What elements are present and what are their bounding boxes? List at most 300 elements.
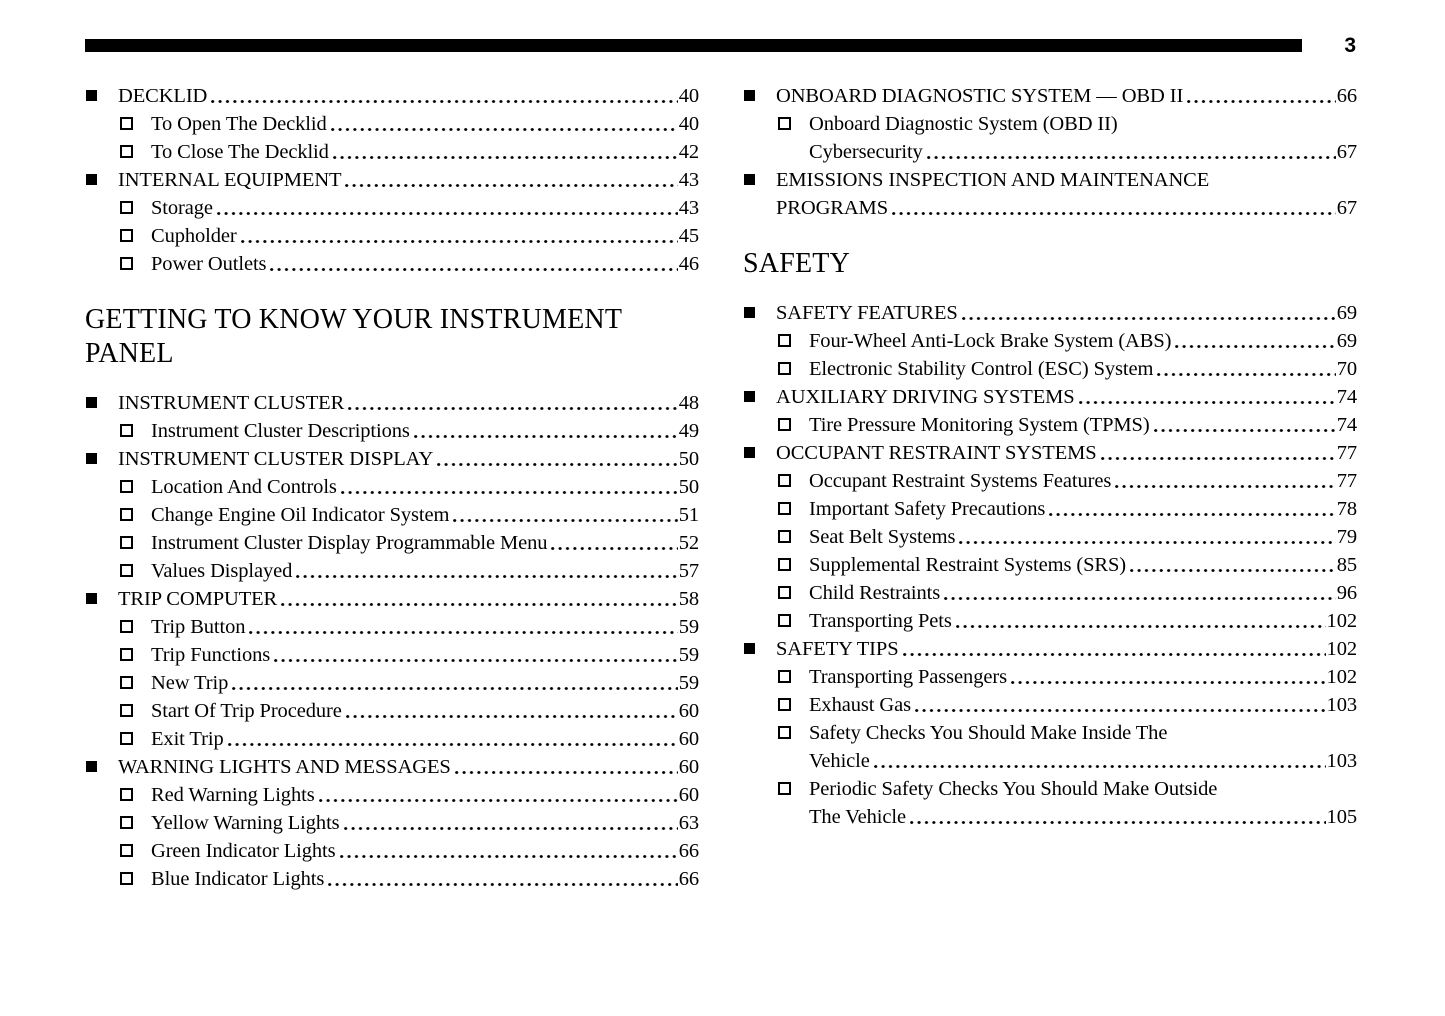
entry-body xyxy=(151,473,699,501)
dot-leader xyxy=(274,641,678,669)
toc-entry-sub xyxy=(743,411,1357,439)
dot-leader xyxy=(1101,439,1336,467)
entry-label: Storage xyxy=(151,197,213,219)
toc-entry-sub xyxy=(85,809,699,837)
entry-label: SAFETY TIPS xyxy=(776,638,899,660)
dot-leader xyxy=(437,445,677,473)
open-square-bullet xyxy=(120,424,133,437)
entry-body xyxy=(151,865,699,893)
entry-label: Transporting Passengers xyxy=(809,666,1007,688)
toc-entry-sub xyxy=(85,250,699,278)
entry-page-ref: 58 xyxy=(678,588,699,610)
dot-leader xyxy=(874,747,1326,775)
entry-page-ref: 40 xyxy=(678,85,699,107)
entry-body xyxy=(151,669,699,697)
entry-page-ref: 50 xyxy=(678,476,699,498)
open-square-bullet xyxy=(778,782,791,795)
entry-line xyxy=(809,327,1357,355)
filled-square-bullet xyxy=(744,307,755,318)
entry-label: SAFETY FEATURES xyxy=(776,302,958,324)
entry-body xyxy=(151,222,699,250)
entry-line xyxy=(118,585,699,613)
entry-line xyxy=(809,607,1357,635)
entry-page-ref: 60 xyxy=(678,784,699,806)
entry-body xyxy=(151,725,699,753)
dot-leader xyxy=(956,607,1326,635)
entry-body xyxy=(809,110,1357,166)
toc-entry-sub xyxy=(85,529,699,557)
entry-body xyxy=(809,355,1357,383)
open-square-bullet xyxy=(778,334,791,347)
entry-page-ref: 102 xyxy=(1326,638,1357,660)
entry-label: Trip Functions xyxy=(151,644,271,666)
entry-body xyxy=(151,613,699,641)
toc-entry-sub xyxy=(743,327,1357,355)
toc-entry-main xyxy=(85,753,699,781)
toc-entry-sub xyxy=(85,501,699,529)
entry-page-ref: 59 xyxy=(678,616,699,638)
entry-label: Onboard Diagnostic System (OBD II) xyxy=(809,113,1118,135)
entry-page-ref: 45 xyxy=(678,225,699,247)
entry-body xyxy=(809,663,1357,691)
entry-line xyxy=(151,557,699,585)
entry-body xyxy=(776,635,1357,663)
entry-label: Supplemental Restraint Systems (SRS) xyxy=(809,554,1126,576)
entry-line xyxy=(151,194,699,222)
toc-entry-sub xyxy=(85,669,699,697)
section-heading-line: PANEL xyxy=(85,338,174,369)
entry-body xyxy=(151,138,699,166)
section-heading-line: GETTING TO KNOW YOUR INSTRUMENT xyxy=(85,304,623,335)
filled-square-bullet xyxy=(744,391,755,402)
entry-line xyxy=(151,222,699,250)
toc-entry-sub xyxy=(743,691,1357,719)
filled-square-bullet xyxy=(744,643,755,654)
entry-body xyxy=(809,495,1357,523)
toc-entry-sub xyxy=(743,775,1357,831)
toc-entry-list xyxy=(85,389,699,893)
entry-label: Change Engine Oil Indicator System xyxy=(151,504,450,526)
entry-label: Occupant Restraint Systems Features xyxy=(809,470,1112,492)
toc-entry-main xyxy=(743,439,1357,467)
entry-label: Exhaust Gas xyxy=(809,694,911,716)
toc-entry-main xyxy=(743,82,1357,110)
entry-line xyxy=(151,529,699,557)
entry-page-ref: 52 xyxy=(678,532,699,554)
entry-line xyxy=(809,663,1357,691)
entry-body xyxy=(151,501,699,529)
entry-line xyxy=(151,865,699,893)
toc-entry-sub xyxy=(85,138,699,166)
entry-line xyxy=(151,781,699,809)
entry-page-ref: 51 xyxy=(678,504,699,526)
entry-line xyxy=(809,747,1357,775)
entry-label: Exit Trip xyxy=(151,728,224,750)
entry-line xyxy=(809,691,1357,719)
dot-leader xyxy=(1175,327,1335,355)
dot-leader xyxy=(217,194,678,222)
dot-leader xyxy=(319,781,678,809)
entry-page-ref: 49 xyxy=(678,420,699,442)
toc-entry-sub xyxy=(85,837,699,865)
open-square-bullet xyxy=(120,201,133,214)
dot-leader xyxy=(1079,383,1336,411)
entry-body xyxy=(809,607,1357,635)
toc-entry-sub xyxy=(743,551,1357,579)
entry-line xyxy=(118,753,699,781)
entry-page-ref: 40 xyxy=(678,113,699,135)
entry-label: Instrument Cluster Descriptions xyxy=(151,420,410,442)
entry-label: EMISSIONS INSPECTION AND MAINTENANCE xyxy=(776,169,1210,191)
entry-body xyxy=(809,775,1357,831)
entry-page-ref: 78 xyxy=(1336,498,1357,520)
entry-label: Power Outlets xyxy=(151,253,267,275)
entry-page-ref: 48 xyxy=(678,392,699,414)
dot-leader xyxy=(910,803,1326,831)
toc-entry-sub xyxy=(743,110,1357,166)
entry-line xyxy=(151,613,699,641)
entry-body xyxy=(151,837,699,865)
toc-entry-sub xyxy=(743,495,1357,523)
page-number: 3 xyxy=(1344,34,1356,57)
filled-square-bullet xyxy=(86,90,97,101)
entry-page-ref: 74 xyxy=(1336,386,1357,408)
filled-square-bullet xyxy=(86,174,97,185)
toc-column-right xyxy=(743,82,1357,893)
entry-page-ref: 43 xyxy=(678,169,699,191)
entry-page-ref: 96 xyxy=(1336,582,1357,604)
toc-entry-main xyxy=(85,389,699,417)
open-square-bullet xyxy=(120,257,133,270)
entry-page-ref: 46 xyxy=(678,253,699,275)
toc-entry-sub xyxy=(85,110,699,138)
entry-line xyxy=(809,138,1357,166)
entry-label: Cupholder xyxy=(151,225,237,247)
entry-label: To Open The Decklid xyxy=(151,113,327,135)
entry-page-ref: 74 xyxy=(1336,414,1357,436)
open-square-bullet xyxy=(778,558,791,571)
entry-page-ref: 77 xyxy=(1336,442,1357,464)
entry-line xyxy=(151,641,699,669)
entry-label: Electronic Stability Control (ESC) System xyxy=(809,358,1154,380)
entry-page-ref: 60 xyxy=(678,756,699,778)
entry-line xyxy=(151,417,699,445)
entry-page-ref: 63 xyxy=(678,812,699,834)
entry-page-ref: 79 xyxy=(1336,526,1357,548)
entry-line xyxy=(776,166,1357,194)
entry-label: Four-Wheel Anti-Lock Brake System (ABS) xyxy=(809,330,1172,352)
toc-entry-list xyxy=(743,299,1357,831)
dot-leader xyxy=(341,473,678,501)
open-square-bullet xyxy=(778,418,791,431)
open-square-bullet xyxy=(120,676,133,689)
toc-entry-main xyxy=(85,166,699,194)
toc-entry-list xyxy=(85,82,699,278)
open-square-bullet xyxy=(120,620,133,633)
dot-leader xyxy=(296,557,677,585)
entry-label: WARNING LIGHTS AND MESSAGES xyxy=(118,756,451,778)
entry-page-ref: 70 xyxy=(1336,358,1357,380)
filled-square-bullet xyxy=(744,90,755,101)
entry-line xyxy=(776,383,1357,411)
entry-page-ref: 66 xyxy=(678,868,699,890)
dot-leader xyxy=(328,865,677,893)
toc-column-left xyxy=(85,82,699,893)
open-square-bullet xyxy=(778,502,791,515)
entry-label: Blue Indicator Lights xyxy=(151,868,325,890)
entry-line xyxy=(776,439,1357,467)
dot-leader xyxy=(344,809,678,837)
entry-line xyxy=(151,809,699,837)
entry-label: Important Safety Precautions xyxy=(809,498,1046,520)
dot-leader xyxy=(453,501,677,529)
toc-entry-main xyxy=(743,299,1357,327)
toc-entry-list xyxy=(743,82,1357,222)
entry-line xyxy=(809,803,1357,831)
entry-line xyxy=(809,775,1357,803)
entry-label: Vehicle xyxy=(809,750,870,772)
entry-page-ref: 57 xyxy=(678,560,699,582)
entry-line xyxy=(809,355,1357,383)
entry-page-ref: 105 xyxy=(1326,806,1357,828)
toc-columns xyxy=(85,82,1357,893)
dot-leader xyxy=(333,138,678,166)
toc-entry-sub xyxy=(85,697,699,725)
entry-page-ref: 59 xyxy=(678,672,699,694)
open-square-bullet xyxy=(778,530,791,543)
dot-leader xyxy=(1154,411,1336,439)
dot-leader xyxy=(270,250,677,278)
dot-leader xyxy=(340,837,678,865)
dot-leader xyxy=(414,417,678,445)
entry-line xyxy=(151,138,699,166)
entry-label: Seat Belt Systems xyxy=(809,526,956,548)
entry-label: Transporting Pets xyxy=(809,610,952,632)
dot-leader xyxy=(927,138,1336,166)
toc-entry-sub xyxy=(85,473,699,501)
entry-page-ref: 43 xyxy=(678,197,699,219)
section-heading-line: SAFETY xyxy=(743,248,850,279)
entry-label: Green Indicator Lights xyxy=(151,840,336,862)
toc-entry-sub xyxy=(85,613,699,641)
entry-page-ref: 102 xyxy=(1326,610,1357,632)
entry-label: Safety Checks You Should Make Inside The xyxy=(809,722,1168,744)
entry-label: Tire Pressure Monitoring System (TPMS) xyxy=(809,414,1150,436)
section-heading xyxy=(85,303,699,371)
open-square-bullet xyxy=(120,536,133,549)
entry-line xyxy=(151,725,699,753)
entry-label: INSTRUMENT CLUSTER DISPLAY xyxy=(118,448,434,470)
entry-label: New Trip xyxy=(151,672,229,694)
entry-body xyxy=(776,299,1357,327)
entry-body xyxy=(776,383,1357,411)
entry-line xyxy=(776,635,1357,663)
filled-square-bullet xyxy=(86,453,97,464)
open-square-bullet xyxy=(120,648,133,661)
entry-label: The Vehicle xyxy=(809,806,906,828)
dot-leader xyxy=(1130,551,1336,579)
filled-square-bullet xyxy=(744,174,755,185)
entry-page-ref: 103 xyxy=(1326,750,1357,772)
entry-label: PROGRAMS xyxy=(776,197,888,219)
entry-line xyxy=(809,411,1357,439)
entry-line xyxy=(809,719,1357,747)
entry-line xyxy=(151,669,699,697)
dot-leader xyxy=(455,753,678,781)
entry-line xyxy=(809,551,1357,579)
open-square-bullet xyxy=(120,788,133,801)
entry-body xyxy=(809,691,1357,719)
entry-label: ONBOARD DIAGNOSTIC SYSTEM — OBD II xyxy=(776,85,1184,107)
entry-line xyxy=(151,697,699,725)
entry-body xyxy=(776,166,1357,222)
entry-body xyxy=(809,467,1357,495)
dot-leader xyxy=(944,579,1336,607)
entry-page-ref: 67 xyxy=(1336,197,1357,219)
entry-body xyxy=(809,411,1357,439)
open-square-bullet xyxy=(120,564,133,577)
entry-body xyxy=(809,523,1357,551)
dot-leader xyxy=(281,585,678,613)
toc-entry-sub xyxy=(85,865,699,893)
dot-leader xyxy=(1011,663,1326,691)
toc-entry-sub xyxy=(85,557,699,585)
entry-body xyxy=(776,82,1357,110)
entry-line xyxy=(151,501,699,529)
entry-body xyxy=(118,82,699,110)
entry-body xyxy=(809,719,1357,775)
entry-line xyxy=(118,445,699,473)
entry-body xyxy=(151,697,699,725)
entry-line xyxy=(151,473,699,501)
dot-leader xyxy=(345,166,677,194)
entry-label: Instrument Cluster Display Programmable Menu xyxy=(151,532,548,554)
open-square-bullet xyxy=(120,872,133,885)
dot-leader xyxy=(915,691,1326,719)
dot-leader xyxy=(1187,82,1336,110)
filled-square-bullet xyxy=(86,397,97,408)
entry-page-ref: 59 xyxy=(678,644,699,666)
dot-leader xyxy=(232,669,677,697)
entry-label: AUXILIARY DRIVING SYSTEMS xyxy=(776,386,1075,408)
header-rule xyxy=(85,39,1302,52)
entry-line xyxy=(809,579,1357,607)
filled-square-bullet xyxy=(86,593,97,604)
toc-entry-sub xyxy=(743,523,1357,551)
entry-line xyxy=(776,299,1357,327)
toc-entry-sub xyxy=(85,725,699,753)
entry-line xyxy=(118,389,699,417)
entry-label: Yellow Warning Lights xyxy=(151,812,340,834)
dot-leader xyxy=(346,697,678,725)
entry-body xyxy=(118,753,699,781)
entry-label: To Close The Decklid xyxy=(151,141,329,163)
entry-page-ref: 66 xyxy=(678,840,699,862)
dot-leader xyxy=(551,529,677,557)
open-square-bullet xyxy=(120,117,133,130)
dot-leader xyxy=(211,82,677,110)
entry-line xyxy=(809,110,1357,138)
entry-page-ref: 103 xyxy=(1326,694,1357,716)
toc-entry-sub xyxy=(85,781,699,809)
open-square-bullet xyxy=(120,508,133,521)
dot-leader xyxy=(903,635,1326,663)
entry-page-ref: 102 xyxy=(1326,666,1357,688)
entry-label: DECKLID xyxy=(118,85,208,107)
filled-square-bullet xyxy=(744,447,755,458)
dot-leader xyxy=(1049,495,1335,523)
entry-label: Child Restraints xyxy=(809,582,941,604)
entry-body xyxy=(151,529,699,557)
entry-line xyxy=(776,194,1357,222)
dot-leader xyxy=(959,523,1335,551)
entry-body xyxy=(809,579,1357,607)
entry-page-ref: 42 xyxy=(678,141,699,163)
open-square-bullet xyxy=(120,844,133,857)
entry-label: TRIP COMPUTER xyxy=(118,588,278,610)
entry-label: Values Displayed xyxy=(151,560,293,582)
entry-label: Location And Controls xyxy=(151,476,337,498)
entry-body xyxy=(151,781,699,809)
open-square-bullet xyxy=(120,480,133,493)
entry-body xyxy=(118,389,699,417)
dot-leader xyxy=(962,299,1336,327)
entry-page-ref: 69 xyxy=(1336,330,1357,352)
dot-leader xyxy=(249,613,677,641)
entry-body xyxy=(151,110,699,138)
toc-entry-sub xyxy=(743,579,1357,607)
toc-entry-sub xyxy=(85,222,699,250)
toc-entry-main xyxy=(85,445,699,473)
toc-entry-sub xyxy=(743,355,1357,383)
entry-body xyxy=(151,641,699,669)
toc-entry-sub xyxy=(743,607,1357,635)
entry-line xyxy=(151,837,699,865)
entry-line xyxy=(809,467,1357,495)
section-heading xyxy=(743,247,1357,281)
entry-page-ref: 85 xyxy=(1336,554,1357,576)
entry-line xyxy=(809,523,1357,551)
open-square-bullet xyxy=(778,117,791,130)
open-square-bullet xyxy=(778,586,791,599)
entry-page-ref: 60 xyxy=(678,728,699,750)
entry-body xyxy=(809,551,1357,579)
dot-leader xyxy=(1157,355,1335,383)
open-square-bullet xyxy=(120,145,133,158)
dot-leader xyxy=(228,725,678,753)
entry-label: OCCUPANT RESTRAINT SYSTEMS xyxy=(776,442,1097,464)
dot-leader xyxy=(331,110,678,138)
toc-entry-sub xyxy=(85,417,699,445)
toc-entry-main xyxy=(85,585,699,613)
open-square-bullet xyxy=(120,704,133,717)
entry-body xyxy=(151,557,699,585)
entry-page-ref: 60 xyxy=(678,700,699,722)
dot-leader xyxy=(348,389,678,417)
toc-entry-main xyxy=(743,166,1357,222)
toc-entry-sub xyxy=(743,719,1357,775)
entry-body xyxy=(118,445,699,473)
toc-entry-sub xyxy=(85,641,699,669)
entry-label: INSTRUMENT CLUSTER xyxy=(118,392,345,414)
entry-line xyxy=(776,82,1357,110)
entry-page-ref: 77 xyxy=(1336,470,1357,492)
toc-entry-main xyxy=(743,383,1357,411)
entry-line xyxy=(118,166,699,194)
entry-label: INTERNAL EQUIPMENT xyxy=(118,169,342,191)
open-square-bullet xyxy=(778,362,791,375)
entry-body xyxy=(118,166,699,194)
